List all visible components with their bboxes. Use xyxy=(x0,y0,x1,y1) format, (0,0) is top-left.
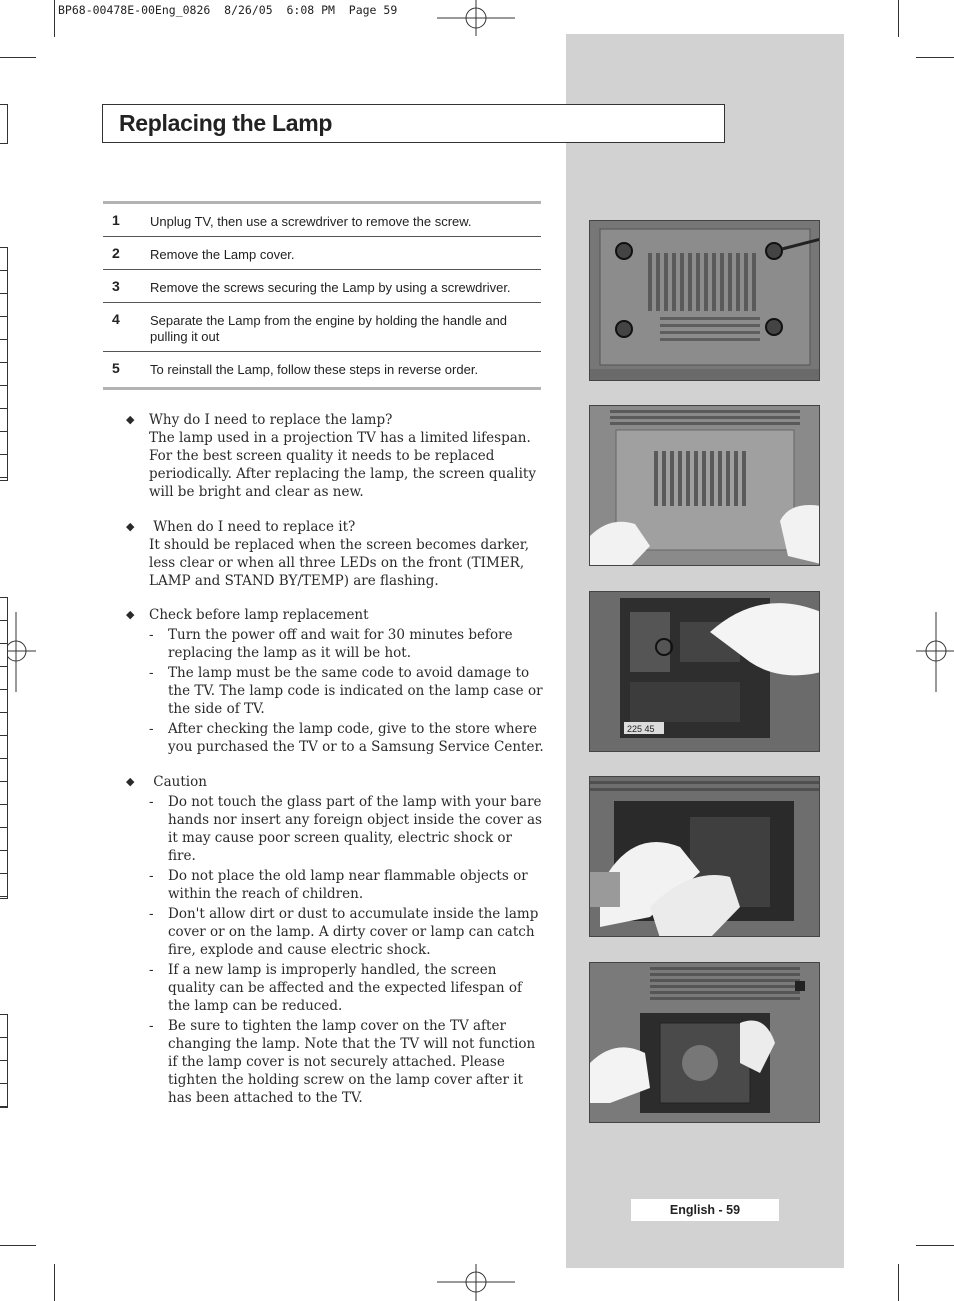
step-row xyxy=(103,352,541,387)
qa-question: ◆ When do I need to replace it? xyxy=(126,519,356,535)
step-number: 5 xyxy=(112,360,120,376)
diamond-bullet-icon: ◆ xyxy=(126,608,135,621)
step-text: To reinstall the Lamp, follow these steps in reverse order. xyxy=(150,362,479,377)
photo-remove-cover xyxy=(589,405,820,566)
registration-mark-top xyxy=(437,0,517,36)
step-number: 2 xyxy=(112,245,120,261)
registration-mark-bottom xyxy=(437,1264,517,1301)
step-row xyxy=(103,204,541,237)
qa-question: ◆ Check before lamp replacement xyxy=(126,607,369,623)
step-number: 3 xyxy=(112,278,120,294)
step-row xyxy=(103,303,541,352)
qa-question: ◆ Caution xyxy=(126,774,207,790)
step-row xyxy=(103,237,541,270)
steps-table xyxy=(103,201,541,390)
qa-when xyxy=(124,518,544,590)
list-item: - Turn the power off and wait for 30 minutes before replacing the lamp as it will be hot. xyxy=(149,627,513,661)
diamond-bullet-icon: ◆ xyxy=(126,520,135,533)
list-item: - Do not place the old lamp near flammable objects or within the reach of children. xyxy=(149,868,528,902)
qa-answer: It should be replaced when the screen becomes darker, less clear or when all three LEDs on the front (TIMER, LAMP and STAND BY/TEMP) are flashing. xyxy=(149,537,530,589)
photo-remove-lamp-screws xyxy=(589,591,820,752)
step-text: Remove the Lamp cover. xyxy=(150,247,295,262)
registration-mark-right xyxy=(916,612,954,692)
list-item: - Do not touch the glass part of the lamp with your bare hands nor insert any foreign object inside the cover as it may cause poor screen quality, electric shock or fire. xyxy=(149,794,542,864)
title-box xyxy=(102,104,725,143)
photo-lamp-removed xyxy=(589,962,820,1123)
step-text: Unplug TV, then use a screwdriver to remove the screw. xyxy=(150,214,472,229)
check-list xyxy=(124,626,544,756)
qa-answer: The lamp used in a projection TV has a limited lifespan. For the best screen quality it needs to be replaced periodically. After replacing the lamp, the screen quality will be bright and clear as new. xyxy=(149,430,536,500)
diamond-bullet-icon: ◆ xyxy=(126,413,135,426)
caution-list xyxy=(124,793,544,1107)
qa-question: ◆ Why do I need to replace the lamp? xyxy=(126,412,393,428)
diamond-bullet-icon: ◆ xyxy=(126,775,135,788)
step-number: 4 xyxy=(112,311,120,327)
photo-remove-screw xyxy=(589,220,820,381)
page-number: English - 59 xyxy=(631,1199,779,1221)
step-text: Separate the Lamp from the engine by holding the handle and pulling it out xyxy=(150,313,508,344)
list-item: - If a new lamp is improperly handled, the screen quality can be affected and the expected lifespan of the lamp can be reduced. xyxy=(149,962,522,1014)
step-row xyxy=(103,270,541,303)
step-number: 1 xyxy=(112,212,120,228)
page-title: Replacing the Lamp xyxy=(119,110,333,136)
qa-why xyxy=(124,411,544,501)
print-header-line: BP68-00478E-00Eng_0826 8/26/05 6:08 PM Page 59 xyxy=(58,3,398,17)
list-item: - Don't allow dirt or dust to accumulate inside the lamp cover or on the lamp. A dirty cover or lamp can catch fire, explode and cause electric shock. xyxy=(149,906,539,958)
list-item: - The lamp must be the same code to avoid damage to the TV. The lamp code is indicated on the lamp case or the side of TV. xyxy=(149,665,543,717)
list-item: - After checking the lamp code, give to the store where you purchased the TV or to a Samsung Service Center. xyxy=(149,721,544,755)
photo-pull-lamp xyxy=(589,776,820,937)
photo-label: 225 45 xyxy=(627,724,655,734)
qa-check xyxy=(124,606,544,758)
qa-caution xyxy=(124,773,544,1109)
step-text: Remove the screws securing the Lamp by using a screwdriver. xyxy=(150,280,511,295)
list-item: - Be sure to tighten the lamp cover on the TV after changing the lamp. Note that the TV will not function if the lamp cover is not securely attached. Please tighten the holding screw on the lamp cover after it has been attached to the TV. xyxy=(149,1018,536,1106)
